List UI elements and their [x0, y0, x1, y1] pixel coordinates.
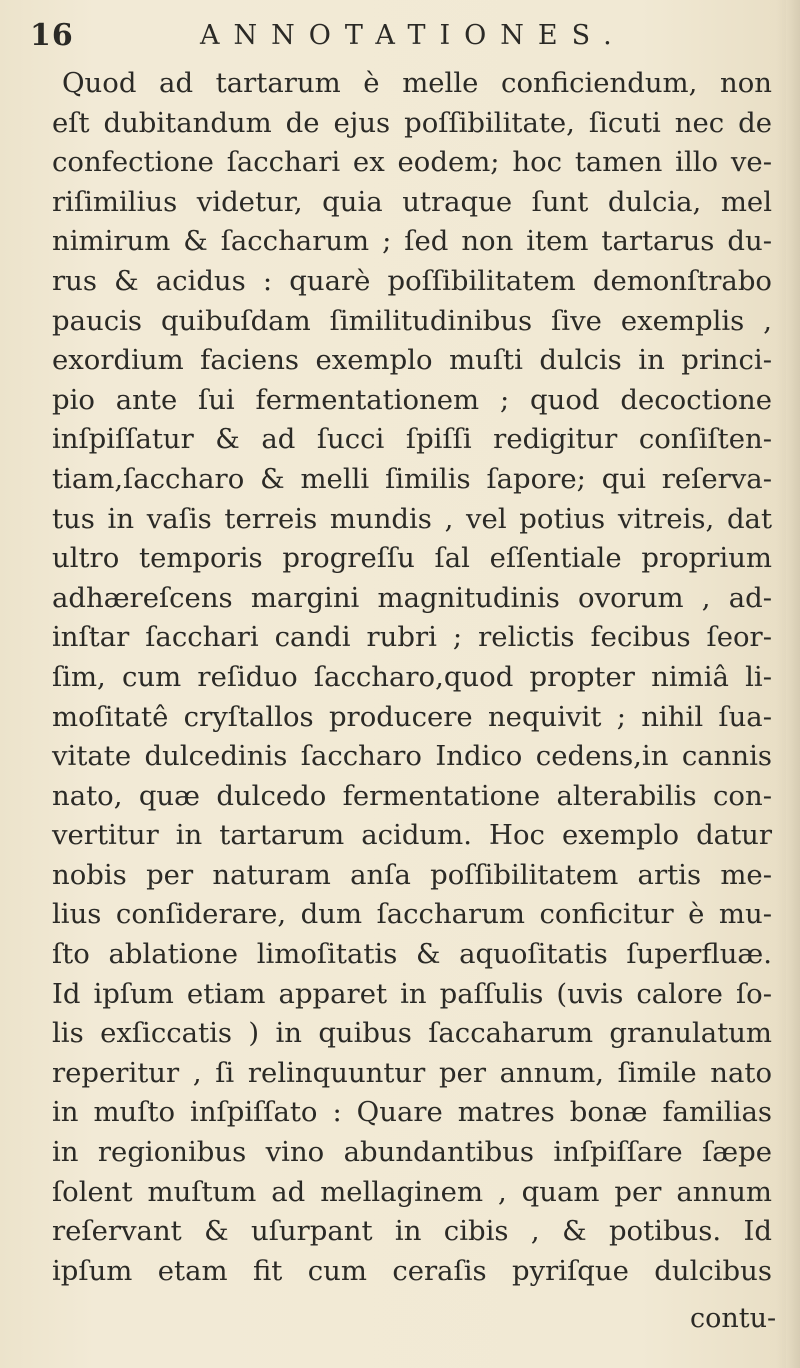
- text-line: eſt dubitandum de ejus poſſibilitate, ſicuti nec de: [52, 106, 772, 139]
- text-line: paucis quibuſdam ſimilitudinibus ſive exemplis ,: [52, 304, 772, 337]
- text-line: ſto ablatione limoſitatis & aquoſitatis ſuperfluæ.: [52, 938, 772, 971]
- page-header: [30, 18, 750, 58]
- text-line: reſervant & uſurpant in cibis , & potibus. Id: [52, 1215, 772, 1248]
- text-line: pio ante ſui fermentationem ; quod decoctione: [52, 383, 772, 416]
- text-line: inſtar ſacchari candi rubri ; relictis fecibus ſeor-: [52, 621, 772, 654]
- text-line: Id ipſum etiam apparet in paſſulis (uvis calore ſo-: [52, 977, 772, 1010]
- text-line: nato, quæ dulcedo fermentatione alterabilis con-: [52, 779, 772, 812]
- running-head: ANNOTATIONES.: [200, 20, 626, 51]
- text-line: nobis per naturam anſa poſſibilitatem artis me-: [52, 858, 772, 891]
- text-line: in regionibus vino abundantibus inſpiſſare ſæpe: [52, 1136, 772, 1169]
- body-text: [52, 64, 772, 1291]
- text-line: inſpiſſatur & ad ſucci ſpiſſi redigitur conſiſten-: [52, 423, 772, 456]
- catchword: contu-: [690, 1303, 777, 1334]
- text-line: nimirum & ſaccharum ; ſed non item tartarus du-: [52, 225, 772, 258]
- text-line: ſolent muſtum ad mellaginem , quam per annum: [52, 1175, 772, 1208]
- text-line: ipſum etam fit cum ceraſis pyriſque dulcibus: [52, 1254, 772, 1287]
- text-line: in muſto inſpiſſato : Quare matres bonæ familias: [52, 1096, 772, 1129]
- text-line: reperitur , ſi relinquuntur per annum, ſimile nato: [52, 1056, 772, 1089]
- text-line: ſim, cum reſiduo ſaccharo,quod propter nimiâ li-: [52, 660, 772, 693]
- text-line: exordium faciens exemplo muſti dulcis in princi-: [52, 344, 772, 377]
- text-line: lis exſiccatis ) in quibus ſaccaharum granulatum: [52, 1017, 772, 1050]
- text-line: tus in vaſis terreis mundis , vel potius vitreis, dat: [52, 502, 772, 535]
- text-line: tiam,ſaccharo & melli ſimilis ſapore; qui reſerva-: [52, 462, 772, 495]
- text-line: vitate dulcedinis ſaccharo Indico cedens,in cannis: [52, 740, 772, 773]
- text-line: moſitatê cryſtallos producere nequivit ; nihil ſua-: [52, 700, 772, 733]
- text-line: riſimilius videtur, quia utraque ſunt dulcia, mel: [52, 185, 772, 218]
- text-line: Quod ad tartarum è melle conficiendum, non: [62, 67, 772, 99]
- page-edge: [786, 0, 800, 1368]
- text-line: adhæreſcens margini magnitudinis ovorum , ad-: [52, 581, 772, 614]
- text-line: lius conſiderare, dum ſaccharum conficitur è mu-: [52, 898, 772, 931]
- text-line: vertitur in tartarum acidum. Hoc exemplo datur: [52, 819, 772, 852]
- text-line: rus & acidus : quarè poſſibilitatem demonſtrabo: [52, 264, 772, 297]
- text-line: ultro temporis progreſſu ſal eſſentiale proprium: [52, 542, 772, 575]
- text-line: confectione ſacchari ex eodem; hoc tamen illo ve-: [52, 146, 772, 179]
- page-number: 16: [30, 18, 74, 53]
